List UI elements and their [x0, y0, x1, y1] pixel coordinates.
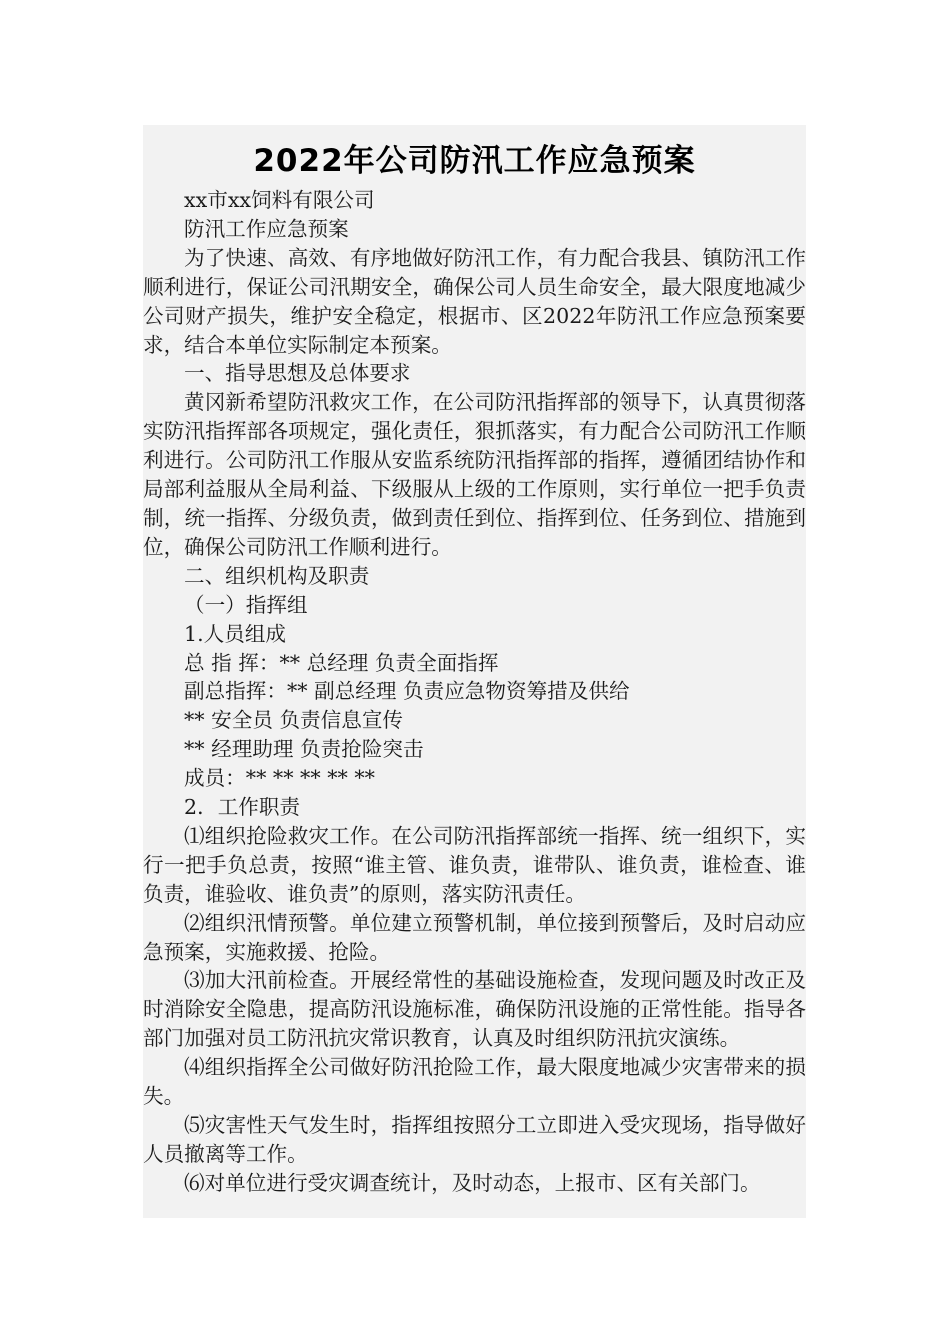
duty-paragraph: ⑵组织汛情预警。单位建立预警机制，单位接到预警后，及时启动应急预案，实施救援、抢险。: [143, 910, 806, 964]
document-page: [143, 125, 806, 1218]
personnel-line: 总 指 挥：** 总经理 负责全面指挥: [184, 650, 499, 675]
duty-paragraph: ⑶加大汛前检查。开展经常性的基础设施检查，发现问题及时改正及时消除安全隐患，提高防汛设施标准，确保防汛设施的正常性能。指导各部门加强对员工防汛抗灾常识教育，认真及时组织防汛抗灾演练。: [143, 968, 806, 1051]
personnel-line: ** 经理助理 负责抢险突击: [184, 737, 424, 762]
personnel-line: 成员：** ** ** ** **: [184, 766, 375, 791]
item-heading-personnel: 1.人员组成: [184, 621, 287, 646]
company-name: xx市xx饲料有限公司: [184, 188, 375, 212]
section-heading-1: 一、指导思想及总体要求: [184, 361, 411, 386]
personnel-line: ** 安全员 负责信息宣传: [184, 708, 404, 733]
item-heading-duties: 2．工作职责: [184, 795, 301, 820]
duty-paragraph: ⑴组织抢险救灾工作。在公司防汛指挥部统一指挥、统一组织下，实行一把手负总责，按照“谁主管、谁负责，谁带队、谁负责，谁检查、谁负责，谁验收、谁负责”的原则，落实防汛责任。: [143, 823, 806, 906]
duty-paragraph: ⑸灾害性天气发生时，指挥组按照分工立即进入受灾现场，指导做好人员撤离等工作。: [143, 1113, 806, 1166]
plan-name: 防汛工作应急预案: [184, 216, 349, 241]
document-title: 2022年公司防汛工作应急预案: [253, 143, 696, 179]
duty-paragraph: ⑹对单位进行受灾调查统计，及时动态，上报市、区有关部门。: [184, 1170, 761, 1195]
personnel-line: 副总指挥：** 副总经理 负责应急物资筹措及供给: [184, 679, 630, 704]
intro-paragraph: 为了快速、高效、有序地做好防汛工作，有力配合我县、镇防汛工作顺利进行，保证公司汛期安全，确保公司人员生命安全，最大限度地减少公司财产损失，维护安全稳定，根据市、区2022年防汛工作应急预案要求，结合本单位实际制定本预案。: [143, 245, 806, 357]
subsection-heading-command-group: （一）指挥组: [184, 592, 308, 617]
duty-paragraph: ⑷组织指挥全公司做好防汛抢险工作，最大限度地减少灾害带来的损失。: [143, 1055, 806, 1109]
document-body: [143, 186, 806, 1198]
section-1-paragraph: 黄冈新希望防汛救灾工作，在公司防汛指挥部的领导下，认真贯彻落实防汛指挥部各项规定，强化责任，狠抓落实，有力配合公司防汛工作顺利进行。公司防汛工作服从安监系统防汛指挥部的指挥，遵循团结协作和局部利益服从全局利益、下级服从上级的工作原则，实行单位一把手负责制，统一指挥、分级负责，做到责任到位、指挥到位、任务到位、措施到位，确保公司防汛工作顺利进行。: [143, 390, 806, 559]
section-heading-2: 二、组织机构及职责: [184, 563, 370, 588]
